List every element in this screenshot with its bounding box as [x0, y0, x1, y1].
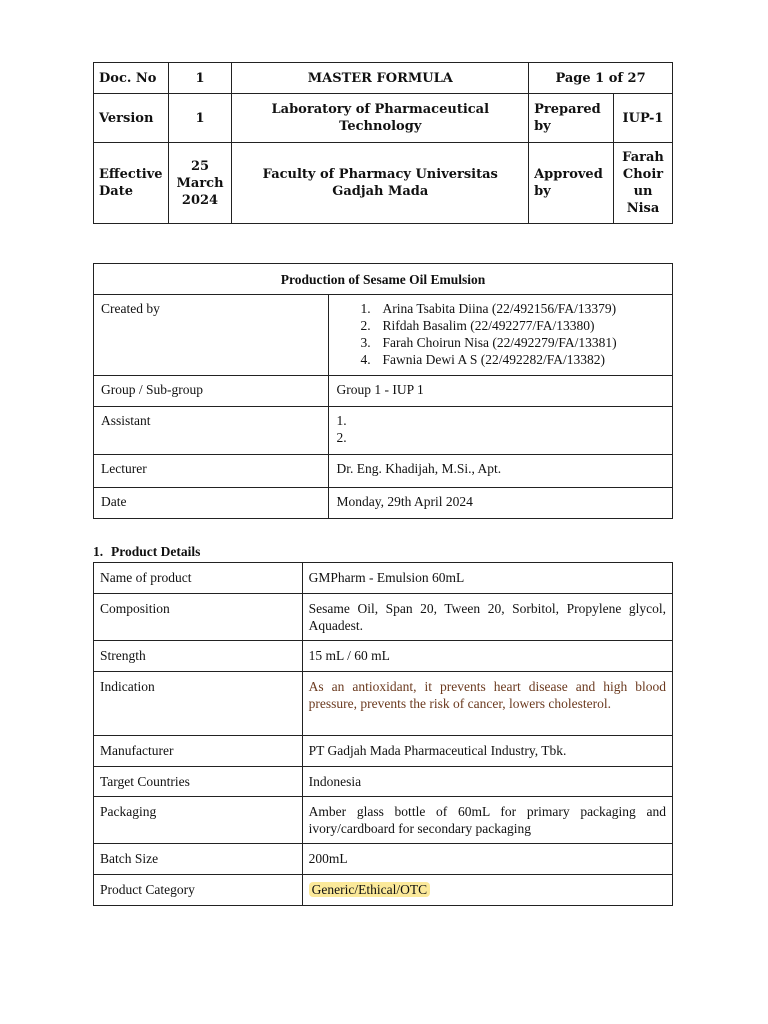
batch-size-label: Batch Size: [94, 844, 303, 875]
list-item: 3. Farah Choirun Nisa (22/492279/FA/13381): [360, 335, 617, 350]
creators-cell: [329, 295, 673, 376]
version-value: 1: [168, 94, 232, 143]
assistant-label: Assistant: [94, 407, 329, 455]
list-item: 1.: [336, 413, 347, 428]
list-item: 2. Rifdah Basalim (22/492277/FA/13380): [360, 318, 595, 333]
product-details-table: [93, 562, 673, 906]
indication-value: As an antioxidant, it prevents heart disease and high blood pressure, prevents the risk of cancer, lowers cholesterol.: [302, 672, 672, 736]
list-item: 4. Fawnia Dewi A S (22/492282/FA/13382): [360, 352, 605, 367]
effective-date-value: 25 March 2024: [168, 143, 232, 224]
page-indicator: Page 1 of 27: [529, 63, 673, 94]
target-countries-label: Target Countries: [94, 767, 303, 797]
lecturer-value: Dr. Eng. Khadijah, M.Si., Apt.: [329, 455, 673, 488]
manufacturer-value: PT Gadjah Mada Pharmaceutical Industry, Tbk.: [302, 736, 672, 767]
composition-label: Composition: [94, 594, 303, 641]
product-name-label: Name of product: [94, 563, 303, 594]
product-category-value: Generic/Ethical/OTC: [309, 882, 430, 897]
batch-size-value: 200mL: [302, 844, 672, 875]
section-number: 1.: [93, 544, 104, 559]
effective-date-label: Effective Date: [94, 143, 169, 224]
list-item: 1. Arina Tsabita Diina (22/492156/FA/13379): [360, 301, 617, 316]
version-label: Version: [94, 94, 169, 143]
date-label: Date: [94, 488, 329, 519]
lecturer-label: Lecturer: [94, 455, 329, 488]
date-value: Monday, 29th April 2024: [329, 488, 673, 519]
composition-value: Sesame Oil, Span 20, Tween 20, Sorbitol, Propylene glycol, Aquadest.: [302, 594, 672, 641]
list-item: 2.: [336, 430, 347, 445]
doc-title: MASTER FORMULA: [232, 63, 529, 94]
approved-by-label: Approved by: [529, 143, 614, 224]
strength-label: Strength: [94, 641, 303, 672]
production-title: Production of Sesame Oil Emulsion: [94, 264, 673, 295]
production-info-table: [93, 263, 673, 519]
target-countries-value: Indonesia: [302, 767, 672, 797]
packaging-value: Amber glass bottle of 60mL for primary packaging and ivory/cardboard for secondary packaging: [302, 797, 672, 844]
manufacturer-label: Manufacturer: [94, 736, 303, 767]
packaging-label: Packaging: [94, 797, 303, 844]
lab-name: Laboratory of Pharmaceutical Technology: [232, 94, 529, 143]
section-title: Product Details: [111, 544, 201, 559]
document-header-table: [93, 62, 673, 224]
prepared-by-value: IUP-1: [614, 94, 673, 143]
group-label: Group / Sub-group: [94, 376, 329, 407]
product-category-label: Product Category: [94, 875, 303, 906]
faculty-name: Faculty of Pharmacy Universitas Gadjah Mada: [232, 143, 529, 224]
section-heading-product-details: [93, 544, 200, 560]
doc-no-value: 1: [168, 63, 232, 94]
product-name-value: GMPharm - Emulsion 60mL: [302, 563, 672, 594]
approved-by-value: Farah Choir un Nisa: [614, 143, 673, 224]
doc-no-label: Doc. No: [94, 63, 169, 94]
prepared-by-label: Prepared by: [529, 94, 614, 143]
product-category-cell: [302, 875, 672, 906]
group-value: Group 1 - IUP 1: [329, 376, 673, 407]
strength-value: 15 mL / 60 mL: [302, 641, 672, 672]
created-by-label: Created by: [94, 295, 329, 376]
creators-list: [336, 300, 665, 368]
assistant-cell: [329, 407, 673, 455]
indication-label: Indication: [94, 672, 303, 736]
